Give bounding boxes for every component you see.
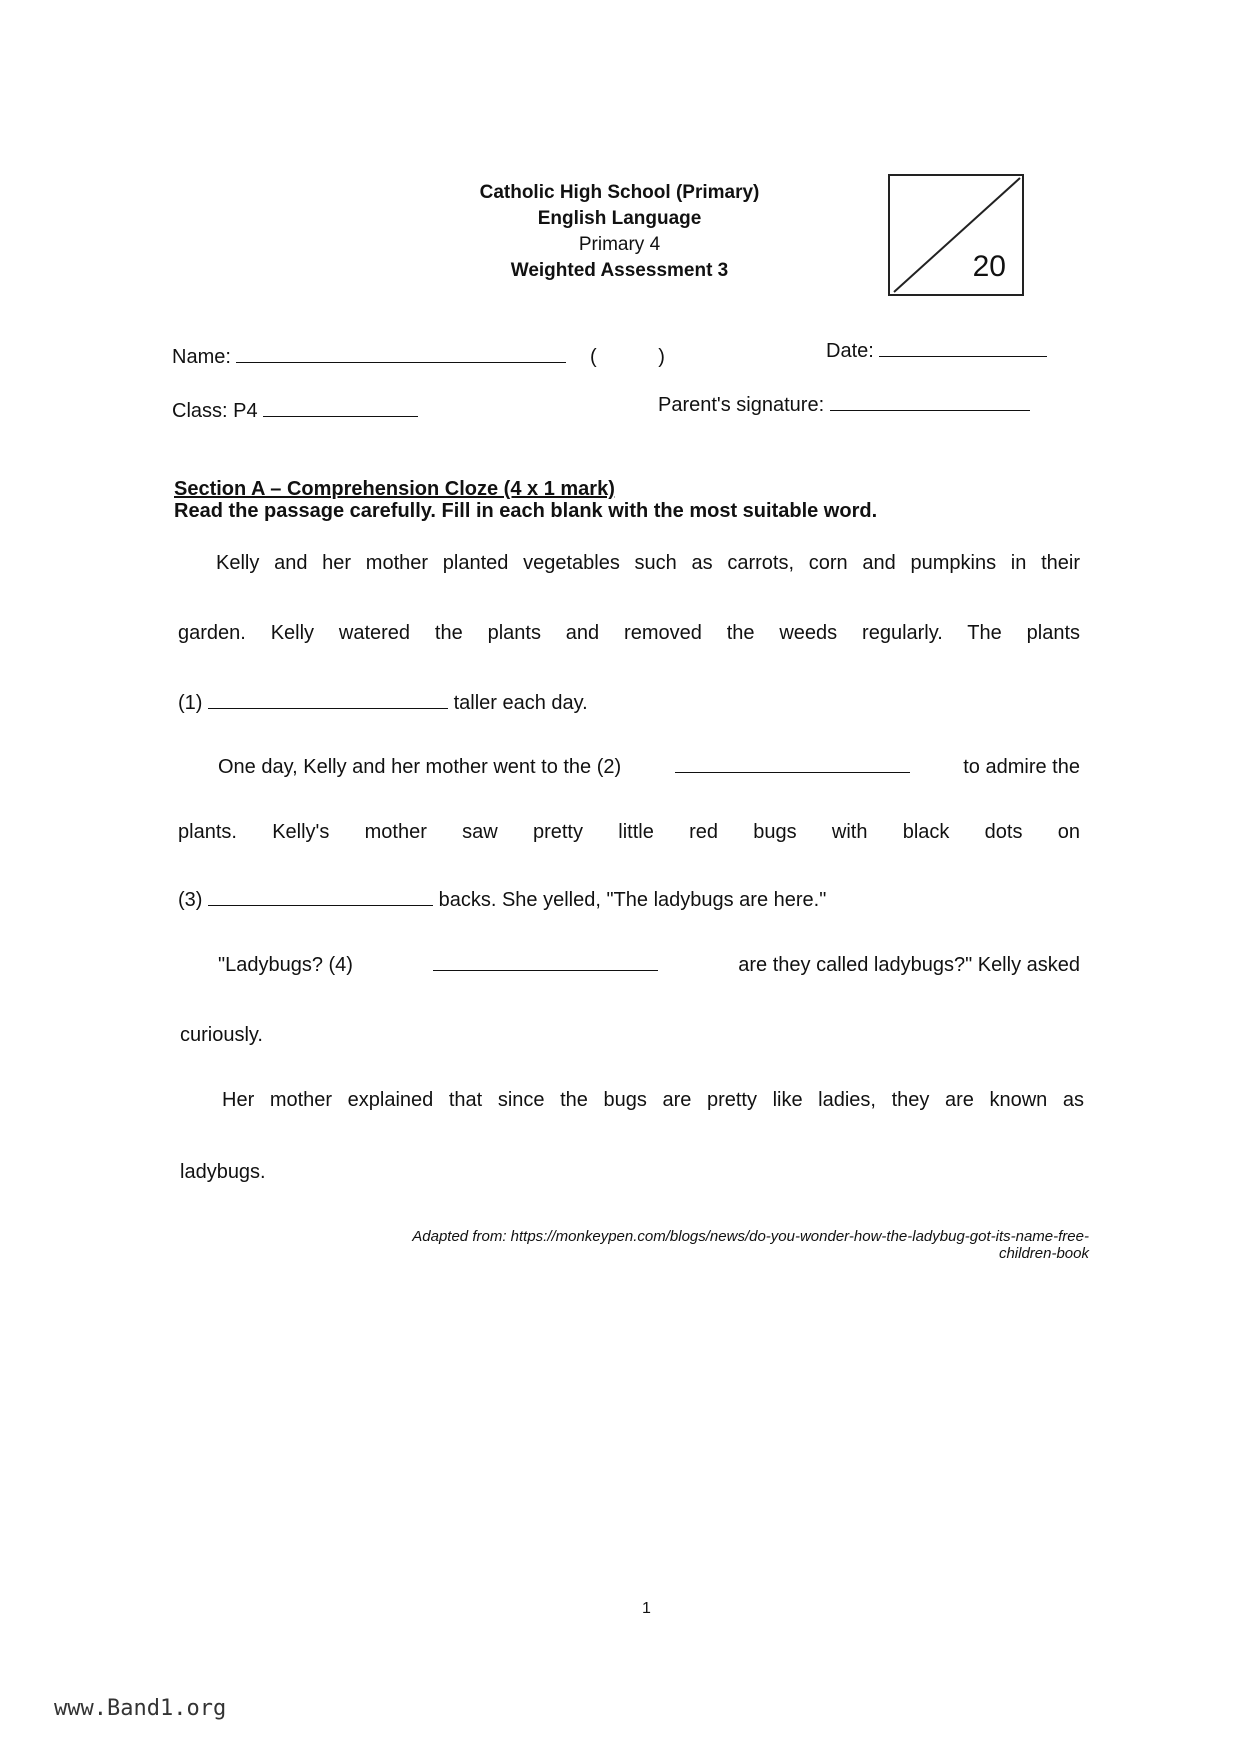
blank-number-4: "Ladybugs? (4)	[218, 954, 353, 976]
class-row	[172, 400, 418, 423]
subject: English Language	[537, 208, 702, 229]
blank-2-field[interactable]	[675, 756, 910, 773]
name-row	[172, 346, 665, 369]
passage-text: to admire the	[963, 756, 1080, 778]
blank-number-1: (1)	[178, 692, 203, 714]
signature-label: Parent's signature:	[658, 394, 825, 416]
passage-text: taller each day.	[453, 692, 588, 714]
date-field[interactable]	[879, 340, 1047, 357]
passage-line: Her mother explained that since the bugs are pretty like ladies, they are known as	[222, 1089, 1084, 1111]
passage-text: backs. She yelled, "The ladybugs are here."	[438, 889, 827, 911]
blank-3-field[interactable]	[208, 889, 433, 906]
section-title: Section A – Comprehension Cloze (4 x 1 mark)	[174, 478, 615, 500]
score-total: 20	[972, 250, 1006, 283]
level: Primary 4	[578, 234, 661, 255]
passage-line: Kelly and her mother planted vegetables such as carrots, corn and pumpkins in their	[216, 552, 1080, 574]
passage-line: curiously.	[180, 1024, 263, 1046]
class-label: Class: P4	[172, 400, 258, 422]
source-line: Adapted from: https://monkeypen.com/blogs/news/do-you-wonder-how-the-ladybug-got-its-name-free-	[412, 1228, 1089, 1245]
passage-line	[178, 692, 588, 715]
class-field[interactable]	[263, 400, 418, 417]
date-row	[826, 340, 1047, 363]
source-citation	[412, 1228, 1089, 1262]
school-name: Catholic High School (Primary)	[479, 182, 760, 203]
passage-text: One day, Kelly and her mother went to the (2)	[218, 756, 622, 778]
passage-line	[178, 889, 826, 912]
name-field[interactable]	[236, 346, 566, 363]
signature-field[interactable]	[830, 394, 1030, 411]
score-box	[888, 174, 1024, 296]
passage-line: ladybugs.	[180, 1161, 266, 1183]
passage-line: plants. Kelly's mother saw pretty little red bugs with black dots on	[178, 821, 1080, 843]
name-label: Name:	[172, 346, 231, 368]
passage-text: are they called ladybugs?" Kelly asked	[738, 954, 1080, 976]
section-instruction: Read the passage carefully. Fill in each blank with the most suitable word.	[174, 500, 878, 522]
assessment-title: Weighted Assessment 3	[510, 260, 729, 281]
index-paren-open: (	[590, 346, 597, 368]
blank-4-field[interactable]	[433, 954, 658, 971]
passage-line: garden. Kelly watered the plants and removed the weeds regularly. The plants	[178, 622, 1080, 644]
date-label: Date:	[826, 340, 874, 362]
watermark: www.Band1.org	[54, 1696, 227, 1721]
passage-line	[218, 954, 1080, 977]
blank-1-field[interactable]	[208, 692, 448, 709]
index-paren-close: )	[658, 346, 665, 368]
source-line: children-book	[998, 1245, 1089, 1262]
passage-line	[218, 756, 1080, 779]
page-number: 1	[642, 1600, 651, 1617]
signature-row	[658, 394, 1030, 417]
blank-number-3: (3)	[178, 889, 203, 911]
